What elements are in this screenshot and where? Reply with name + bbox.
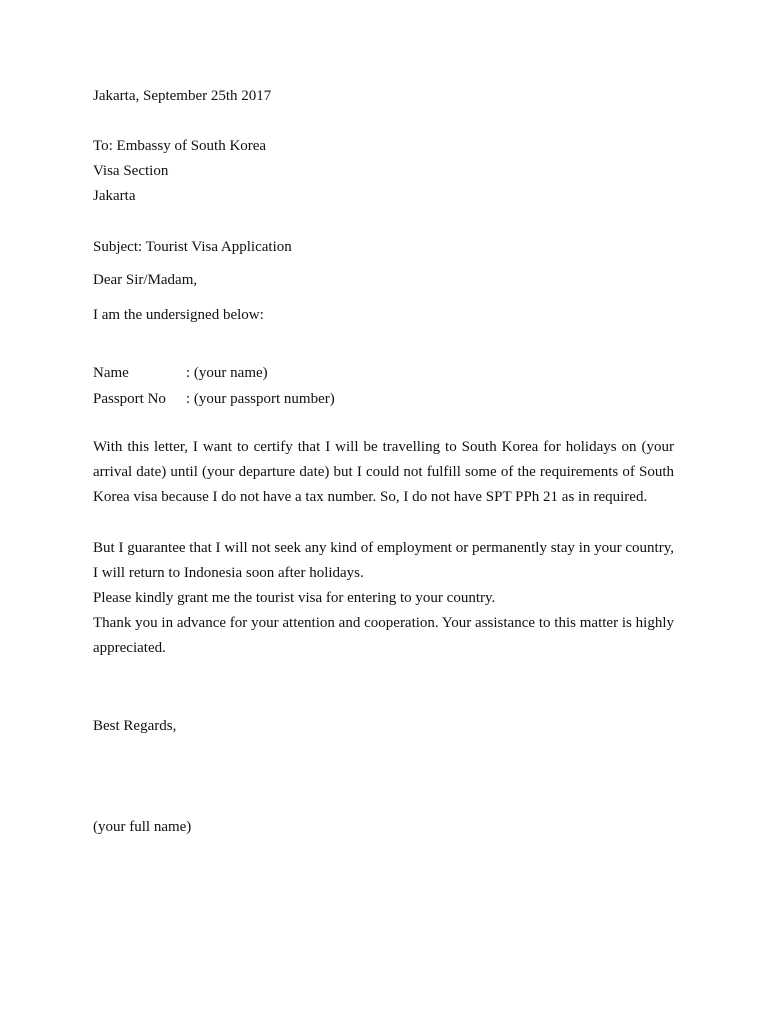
recipient-to: To: Embassy of South Korea xyxy=(93,138,267,154)
body-paragraph-2: But I guarantee that I will not seek any kind of employment or permanently stay in your country, I will return to Indonesia soon after holidays. xyxy=(93,540,674,582)
body-paragraph-1: With this letter, I want to certify that I will be travelling to South Korea for holidays on (your arrival date) until (your departure date) but I could not fulfill some of the requirements of South Korea visa because I do not have a tax number. So, I do not have SPT PPh 21 as in required. xyxy=(93,439,674,506)
field-name-value: : (your name) xyxy=(186,365,268,381)
subject-line: Subject: Tourist Visa Application xyxy=(93,239,292,255)
field-passport-row xyxy=(93,390,335,408)
field-passport-value: : (your passport number) xyxy=(186,391,335,407)
field-passport-label: Passport No xyxy=(93,391,166,407)
field-name-label: Name xyxy=(93,365,129,381)
closing: Best Regards, xyxy=(93,718,177,734)
date-line: Jakarta, September 25th 2017 xyxy=(93,88,272,104)
body-paragraph-3: Please kindly grant me the tourist visa for entering to your country. xyxy=(93,590,496,606)
salutation: Dear Sir/Madam, xyxy=(93,272,198,288)
field-name-row xyxy=(93,364,268,382)
intro-line: I am the undersigned below: xyxy=(93,307,264,323)
signature-name: (your full name) xyxy=(93,819,192,835)
recipient-city: Jakarta xyxy=(93,188,136,204)
recipient-section: Visa Section xyxy=(93,163,169,179)
body-paragraph-4: Thank you in advance for your attention and cooperation. Your assistance to this matter is highly appreciated. xyxy=(93,615,674,657)
